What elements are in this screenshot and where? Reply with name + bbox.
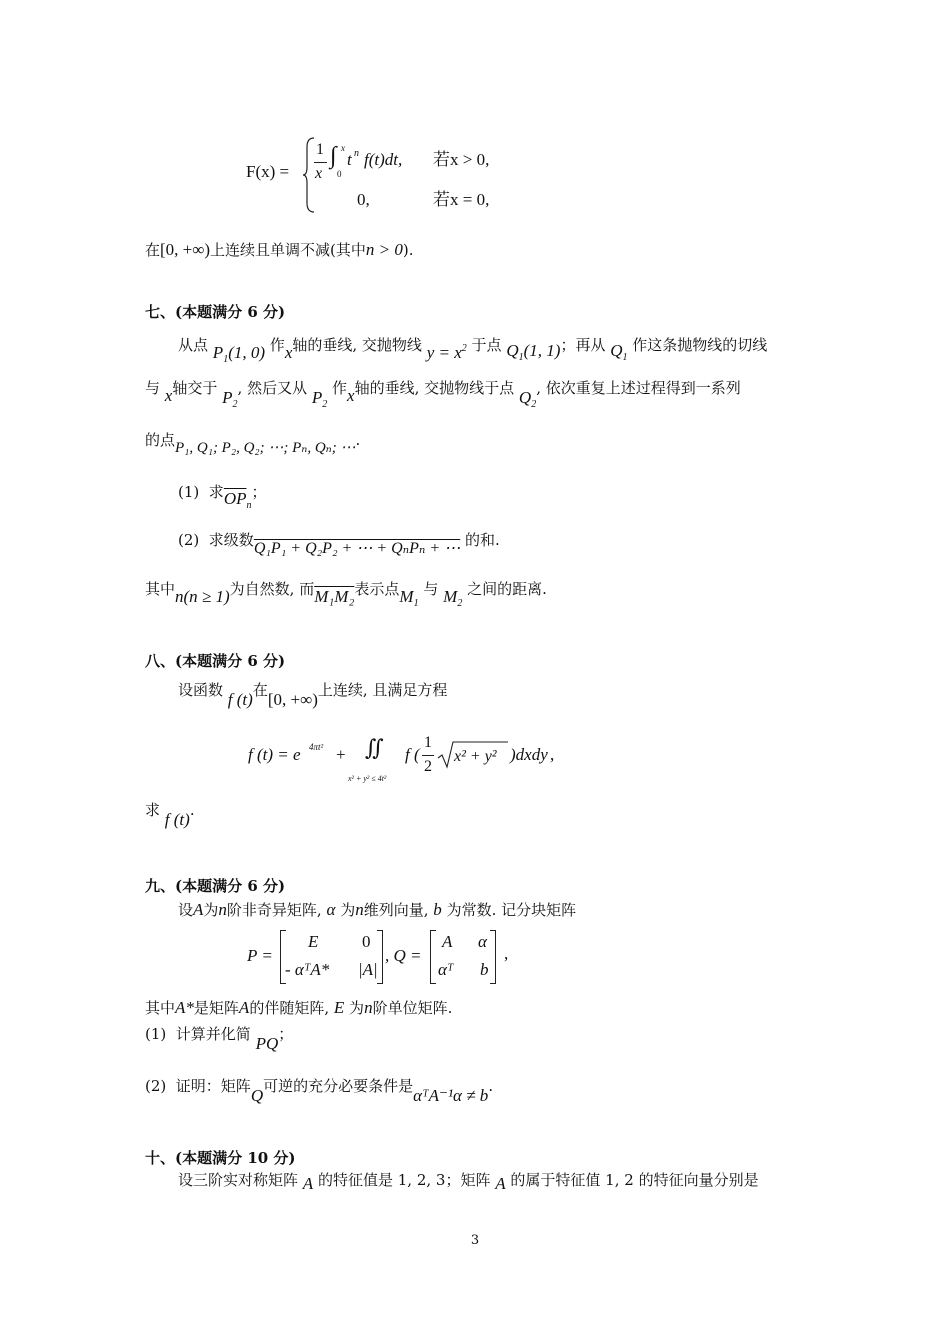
text: 其中 — [145, 580, 176, 598]
arg: (1, 1) — [523, 341, 561, 360]
q7-heading: 七、(本题满分 6 分) — [145, 303, 286, 321]
text: 的属于特征值 1, 2 的特征向量分别是 — [510, 1171, 759, 1189]
sub: 1 — [413, 598, 419, 609]
q: Q — [610, 341, 623, 360]
text: 表示点 — [354, 580, 400, 598]
interval: [0, +∞) — [267, 690, 318, 709]
case2-value: 0, — [357, 190, 370, 209]
text: 轴交于 — [172, 379, 218, 397]
text: 的点 — [145, 431, 176, 449]
math-ft: f (t) — [164, 810, 190, 829]
p-21: - αᵀA* — [285, 960, 330, 979]
text: 设 — [178, 901, 194, 919]
text: 求级数 — [208, 531, 254, 549]
math-n: n — [364, 998, 373, 1017]
q9-item1 — [145, 1024, 294, 1053]
eq-exp: 4πt² — [309, 742, 324, 752]
eq-lhs: f (t) = e — [248, 745, 301, 764]
math-q1 — [506, 341, 561, 363]
matrix-p-label: P = — [247, 946, 273, 965]
conclusion-line — [145, 240, 414, 260]
text: ). — [402, 241, 414, 259]
case1-integral: ∫ — [330, 143, 337, 169]
text: 求 — [208, 483, 224, 501]
text: 计算并化简 — [175, 1025, 251, 1043]
text: 阶单位矩阵. — [372, 999, 453, 1017]
item-label: (2) — [178, 531, 200, 549]
interval: [0, +∞) — [160, 240, 211, 259]
text: 作 — [269, 336, 285, 354]
text: 于点 — [471, 336, 502, 354]
text: ； — [278, 1025, 294, 1043]
case1-frac-num: 1 — [316, 141, 324, 158]
math-alpha: α — [326, 900, 336, 919]
p-11: E — [308, 932, 319, 951]
math-opn — [223, 489, 252, 511]
math-series: Q₁P₁ + Q₂P₂ + ⋯ + QₙPₙ + ⋯ — [253, 540, 461, 557]
eq-frac-num: 1 — [424, 734, 432, 751]
case1-cond: 若x > 0, — [433, 150, 490, 169]
text: 的和. — [464, 531, 500, 549]
eq-f: f ( — [405, 745, 420, 764]
math-a: A — [302, 1174, 314, 1193]
q8-heading: 八、(本题满分 6 分) — [145, 652, 286, 670]
q-11: A — [442, 932, 453, 951]
text: . — [355, 431, 361, 449]
math-pq: PQ — [255, 1034, 279, 1053]
case1-exp: n — [354, 148, 359, 159]
text: 为自然数, 而 — [229, 580, 315, 598]
text: 设三阶实对称矩阵 — [178, 1171, 299, 1189]
arg: (1, 0) — [228, 343, 266, 362]
p: P — [212, 343, 224, 362]
math-e: E — [333, 998, 345, 1017]
text: 可逆的充分必要条件是 — [263, 1077, 414, 1095]
text: . — [189, 801, 195, 819]
item-label: (1) — [145, 1025, 167, 1043]
math-seq: P₁, Q₁; P₂, Q₂; ⋯; Pₙ, Qₙ; ⋯ — [175, 440, 356, 456]
text: 阶非奇异矩阵, — [226, 901, 322, 919]
sup: 2 — [461, 343, 467, 354]
eq-double-integral: ∬ — [365, 735, 384, 760]
math-m1m2: M₁M₂ — [314, 587, 355, 606]
text: , 依次重复上述过程得到一系列 — [536, 379, 741, 397]
math-b: b — [433, 900, 442, 919]
text: 作这条抛物线的切线 — [632, 336, 768, 354]
q9-line2 — [145, 998, 452, 1018]
q8-line1 — [178, 680, 448, 709]
math-x: x — [347, 386, 355, 405]
eq-frac-bar — [422, 755, 434, 756]
math-q: Q — [250, 1086, 264, 1105]
p-right-bracket — [377, 930, 383, 984]
math-condition: αᵀA⁻¹α ≠ b — [413, 1086, 489, 1105]
text: 为 — [340, 901, 356, 919]
text: 求 — [145, 801, 161, 819]
text: 的特征值是 1, 2, 3；矩阵 — [317, 1171, 491, 1189]
p: P — [311, 388, 323, 407]
math-n: n — [218, 900, 227, 919]
item-label: (1) — [178, 483, 200, 501]
text: 在 — [145, 241, 161, 259]
text: 为 — [203, 901, 219, 919]
q-right-bracket — [490, 930, 496, 984]
text: 从点 — [178, 336, 209, 354]
math-p2 — [222, 388, 238, 410]
text: 与 — [145, 379, 161, 397]
case1-frac-bar — [314, 162, 327, 163]
text: 其中 — [145, 999, 176, 1017]
text: 为常数. 记分块矩阵 — [446, 901, 577, 919]
eq-region: x² + y² ≤ 4t² — [348, 774, 387, 783]
eq-rest: )dxdy — [510, 745, 548, 764]
p-12: 0 — [362, 932, 371, 951]
math-adj: A* — [175, 998, 194, 1017]
sub: 1 — [518, 352, 524, 363]
m: M — [399, 587, 414, 606]
text: ；再从 — [560, 336, 606, 354]
page-number: 3 — [470, 1233, 480, 1248]
text: , 然后又从 — [237, 379, 308, 397]
math-p2b — [311, 388, 328, 410]
q10-heading: 十、(本题满分 10 分) — [145, 1149, 296, 1167]
math-a: A — [193, 900, 204, 919]
q-22: b — [480, 960, 489, 979]
text: ； — [251, 483, 267, 501]
p-22: |A| — [358, 960, 378, 979]
q10-line1 — [178, 1170, 759, 1193]
text: 是矩阵 — [193, 999, 239, 1017]
math-a: A — [495, 1174, 506, 1193]
q9-heading: 九、(本题满分 6 分) — [145, 877, 286, 895]
eq-end: , — [550, 745, 555, 764]
q8-ask — [145, 800, 195, 829]
math-n: n — [355, 900, 364, 919]
sub: 2 — [531, 399, 537, 410]
math-q2 — [518, 388, 537, 410]
text: 维列向量, — [363, 901, 429, 919]
text: 作 — [332, 379, 348, 397]
q7-item1 — [178, 482, 267, 509]
eq: y = x — [426, 343, 462, 362]
sub: n — [246, 500, 252, 511]
math-m1 — [399, 587, 419, 609]
sub: 2 — [232, 399, 238, 410]
sub: 1 — [622, 352, 628, 363]
q-left-bracket — [430, 930, 436, 984]
sub: 2 — [457, 598, 463, 609]
text: 轴的垂线, 交抛物线于点 — [354, 379, 515, 397]
eq-plus: + — [336, 745, 346, 764]
sub: 1 — [223, 354, 229, 365]
q7-line2 — [145, 378, 741, 410]
q: Q — [518, 388, 532, 407]
math-m2 — [443, 587, 463, 609]
math-parabola — [427, 343, 467, 362]
q-12: α — [478, 932, 487, 951]
eq-frac-den: 2 — [424, 758, 432, 775]
math-ft: f (t) — [227, 690, 253, 709]
q9-line1 — [178, 900, 576, 920]
q7-line3 — [145, 430, 361, 456]
q-21: αᵀ — [438, 960, 454, 979]
case1-body: t — [347, 150, 352, 169]
math-n: n > 0 — [365, 240, 403, 259]
item-label: (2) — [145, 1077, 167, 1095]
math-x: x — [284, 343, 293, 362]
matrix-q-label: , Q = — [385, 946, 422, 965]
q: Q — [506, 341, 519, 360]
case1-frac-den: x — [315, 165, 323, 182]
text: . — [488, 1077, 494, 1095]
fx-label: F(x) = — [246, 162, 290, 181]
math-x: x — [164, 386, 173, 405]
eq-sqrt-content: x² + y² — [454, 748, 497, 765]
text: 上连续且单调不减(其中 — [210, 241, 366, 259]
q7-note — [145, 579, 547, 609]
text: 上连续, 且满足方程 — [317, 681, 448, 699]
text: 在 — [252, 681, 268, 699]
text: 之间的距离. — [467, 580, 547, 598]
case1-lower: 0 — [337, 169, 342, 179]
text: 为 — [349, 999, 365, 1017]
case1-upper: x — [341, 143, 345, 153]
sub: 2 — [322, 399, 328, 410]
q7-item2 — [178, 530, 500, 557]
m: M — [443, 587, 458, 606]
q7-line1 — [178, 331, 768, 365]
text: 证明：矩阵 — [175, 1077, 251, 1095]
text: 的伴随矩阵, — [249, 999, 330, 1017]
case1-rest: f(t)dt, — [364, 150, 403, 169]
q9-item2 — [145, 1076, 494, 1105]
math-p1 — [212, 343, 266, 365]
matrix-end: , — [504, 944, 509, 963]
p: P — [222, 388, 233, 407]
math-q1b — [610, 341, 628, 363]
text: 轴的垂线, 交抛物线 — [292, 336, 422, 354]
text: 设函数 — [178, 681, 224, 699]
math-n: n(n ≥ 1) — [175, 587, 230, 606]
text: 与 — [423, 580, 439, 598]
math-a: A — [238, 998, 250, 1017]
op: $\overline{OP}$ — [223, 489, 247, 508]
case2-cond: 若x = 0, — [433, 190, 490, 209]
left-brace — [302, 137, 316, 213]
